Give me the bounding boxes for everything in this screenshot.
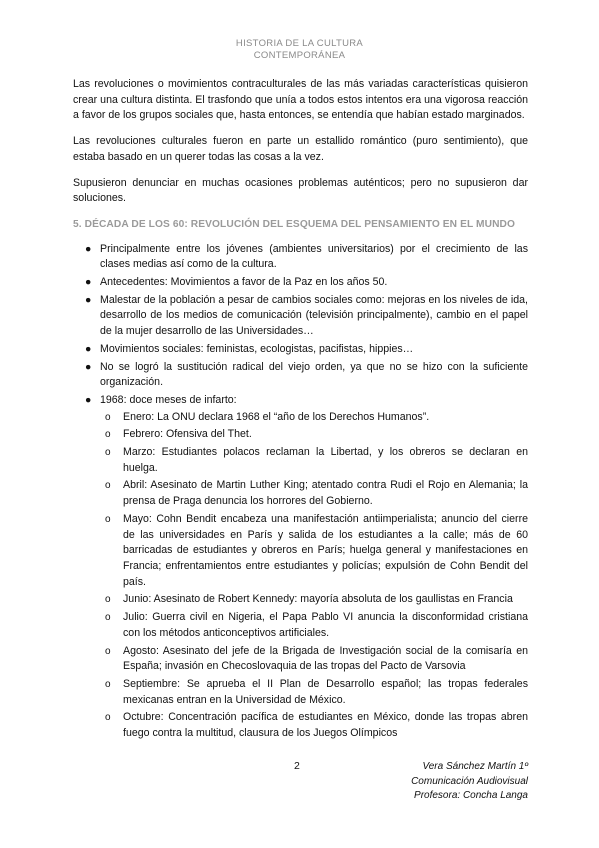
circle-bullet-icon: o bbox=[105, 712, 111, 724]
month-item: o Julio: Guerra civil en Nigeria, el Papa Pablo VI anuncia la disconformidad cristiana con los métodos anticonceptivos artificiales. bbox=[105, 611, 528, 639]
month-item: o Octubre: Concentración pacífica de estudiantes en México, donde las tropas abren fuego contra la multitud, clausura de los Juegos Olímpicos bbox=[105, 711, 528, 740]
bullet-list bbox=[73, 242, 528, 742]
footer-author: Vera Sánchez Martín 1º bbox=[422, 761, 528, 772]
header-line-1: HISTORIA DE LA CULTURA bbox=[235, 38, 364, 49]
bullet-item: ● Antecedentes: Movimientos a favor de la Paz en los años 50. bbox=[73, 275, 528, 291]
page-header bbox=[0, 38, 599, 62]
bullet-icon: ● bbox=[85, 360, 92, 373]
month-item: o Mayo: Cohn Bendit encabeza una manifestación antiimperialista; anuncio del cierre de las universidades en París y salida de los estudiantes a la calle; más de 60 barricadas de estudiantes y obreros en París; huelga general y manifestaciones en Francia; enfrentamientos entre estudiantes y policías; expulsión de Cohn Bendit del país. bbox=[105, 512, 528, 588]
circle-bullet-icon: o bbox=[105, 612, 111, 624]
footer-teacher: Profesora: Concha Langa bbox=[414, 790, 528, 801]
month-list bbox=[100, 410, 528, 742]
circle-bullet-icon: o bbox=[105, 645, 111, 657]
bullet-item: ● Movimientos sociales: feministas, ecologistas, pacifistas, hippies… bbox=[73, 342, 528, 358]
header-line-2: CONTEMPORÁNEA bbox=[253, 50, 346, 61]
month-item: o Abril: Asesinato de Martin Luther King; atentado contra Rudi el Rojo en Alemania; la prensa de Praga denuncia los horrores del Gobierno. bbox=[105, 479, 528, 508]
bullet-icon: ● bbox=[85, 393, 92, 406]
month-item: o Septiembre: Se aprueba el II Plan de Desarrollo español; las tropas federales mexicanas entran en la Universidad de México. bbox=[105, 677, 528, 706]
bullet-icon: ● bbox=[85, 276, 92, 289]
circle-bullet-icon: o bbox=[105, 678, 111, 690]
document-body bbox=[73, 77, 528, 744]
bullet-item: ● 1968: doce meses de infarto: o Enero: La ONU declara 1968 el “año de los Derechos Humanos”. o Febrero: Ofensiva del Thet. o Marzo: Estudiantes polacos reclaman la Libertad, y los obreros se declaran en huelga. o Abril: Asesinato de Martin Luther King; atentado contra Rudi el Rojo en Alemania; la prensa de Praga denuncia los horrores del Gobierno. o Mayo: Cohn Bendit encabeza una manifestación antiimperialista; anuncio del cierre de las universidades en París y salida de los estudiantes a la calle; más de 60 barricadas de estudiantes y obreros en París; huelga general y manifestaciones en Francia; enfrentamientos entre estudiantes y policías; expulsión de Cohn Bendit del país. o Junio: Asesinato de Robert Kennedy: mayoría absoluta de los gaullistas en Francia o Julio: Guerra civil en Nigeria, el Papa Pablo VI anuncia la disconformidad cristiana con los métodos anticonceptivos artificiales. o Agosto: Asesinato del jefe de la Brigada de Investigación social de la comisaría en España; invasión en Checoslovaquia de las tropas del Pacto de Varsovia o Septiembre: Se aprueba el II Plan de Desarrollo español; las tropas federales mexicanas entran en la Universidad de México. o Octubre: Concentración pacífica de estudiantes en México, donde las tropas abren fuego contra la multitud, clausura de los Juegos Olímpicos bbox=[73, 393, 528, 742]
circle-bullet-icon: o bbox=[105, 513, 111, 525]
month-item: o Febrero: Ofensiva del Thet. bbox=[100, 427, 528, 443]
circle-bullet-icon: o bbox=[105, 411, 111, 423]
month-item: o Junio: Asesinato de Robert Kennedy: mayoría absoluta de los gaullistas en Francia bbox=[100, 592, 528, 608]
month-item: o Agosto: Asesinato del jefe de la Brigada de Investigación social de la comisaría en España; invasión en Checoslovaquia de las tropas del Pacto de Varsovia bbox=[105, 644, 528, 673]
bullet-icon: ● bbox=[85, 342, 92, 355]
page-number: 2 bbox=[294, 760, 300, 772]
paragraph: Las revoluciones o movimientos contraculturales de las más variadas características quisieron crear una cultura distinta. El trasfondo que unía a todos estos intentos era una vigorosa reacción a favor de los grupos sociales que, hasta entonces, se entendía que habían estado marginados. bbox=[73, 78, 528, 122]
circle-bullet-icon: o bbox=[105, 447, 111, 459]
bullet-item: ● No se logró la sustitución radical del viejo orden, ya que no se hizo con la suficiente organización. bbox=[85, 360, 528, 389]
footer-credits bbox=[411, 760, 528, 804]
bullet-item: ● Malestar de la población a pesar de cambios sociales como: mejoras en los niveles de ida, desarrollo de los medios de comunicación (televisión principalmente), cambio en el papel de la mujer desarrollo de las Universidades… bbox=[85, 293, 528, 338]
paragraph: Las revoluciones culturales fueron en parte un estallido romántico (puro sentimiento), que estaba basado en un querer todas las cosas a la vez. bbox=[73, 135, 528, 163]
bullet-icon: ● bbox=[85, 242, 92, 255]
circle-bullet-icon: o bbox=[105, 594, 111, 606]
circle-bullet-icon: o bbox=[105, 480, 111, 492]
month-item: o Enero: La ONU declara 1968 el “año de los Derechos Humanos”. bbox=[100, 410, 528, 426]
bullet-icon: ● bbox=[85, 293, 92, 306]
section-title: 5. DÉCADA DE LOS 60: REVOLUCIÓN DEL ESQUEMA DEL PENSAMIENTO EN EL MUNDO bbox=[73, 218, 516, 230]
bullet-item: ● Principalmente entre los jóvenes (ambientes universitarios) por el crecimiento de las clases medias así como de la cultura. bbox=[85, 242, 528, 271]
month-item: o Marzo: Estudiantes polacos reclaman la Libertad, y los obreros se declaran en huelga. bbox=[105, 446, 528, 474]
footer-course: Comunicación Audiovisual bbox=[411, 775, 528, 787]
circle-bullet-icon: o bbox=[105, 429, 111, 441]
paragraph: Supusieron denunciar en muchas ocasiones problemas auténticos; pero no supusieron dar soluciones. bbox=[73, 176, 528, 205]
